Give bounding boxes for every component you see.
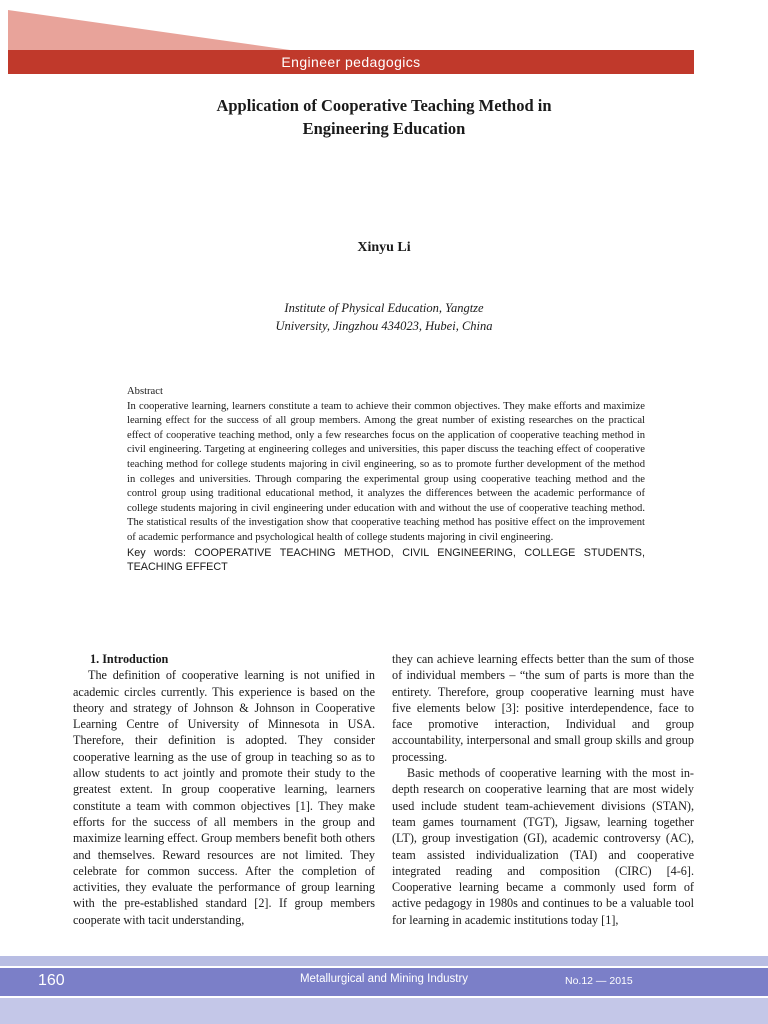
affiliation — [230, 299, 538, 335]
page-footer — [0, 968, 768, 996]
paper-title — [100, 94, 668, 140]
author-name: Xinyu Li — [357, 240, 411, 255]
paragraph: The definition of cooperative learning is not unified in academic circles currently. This experience is based on the theory and strategy of Johnson & Johnson in Cooperative Learning Centre of University of Minnesota in USA. Therefore, their definition is adopted. They consider cooperative learning as the use of group in teaching so as to allow students to act jointly and promote their study to the greatest extent. In group cooperative learning, learners constitute a team with common objectives [1]. They make efforts for the success of all members in the group and maximize learning effect. Group members benefit both others and themselves. Reward resources are not limited. They celebrate for common success. After the completion of activities, they evaluate the performance of group learning with the pre-established standard [2]. If group members cooperate with tacit understanding, — [73, 668, 375, 927]
footer-stripe-bottom — [0, 998, 768, 1024]
affiliation-line-1: Institute of Physical Education, Yangtze — [284, 301, 484, 315]
affiliation-line-2: University, Jingzhou 434023, Hubei, China — [275, 319, 493, 333]
issue-label: No.12 — 2015 — [565, 975, 633, 987]
title-line-2: Engineering Education — [302, 119, 466, 138]
title-line-1: Application of Cooperative Teaching Method in — [216, 96, 552, 115]
keywords: Key words: COOPERATIVE TEACHING METHOD, CIVIL ENGINEERING, COLLEGE STUDENTS, TEACHING EFFECT — [127, 546, 645, 574]
body-column-right — [392, 651, 694, 928]
abstract-heading: Abstract — [127, 386, 163, 397]
paragraph: Basic methods of cooperative learning with the most in-depth research on cooperative learning that are most widely used include student team-achievement divisions (STAN), team games tournament (TGT), Jigsaw, learning together (LT), group investigation (GI), academic controversy (AC), team assisted individualization (TAI) and cooperative integrated reading and composition (CIRC) [4-6]. Cooperative learning became a commonly used form of active pedagogy in 1980s and continues to be a valuable tool for learning in academic institutions today [1], — [392, 766, 694, 927]
section-heading-introduction: 1. Introduction — [90, 652, 169, 666]
abstract-text: In cooperative learning, learners constitute a team to achieve their common objectives. They make efforts and maximize learning effect for the success of all group members. Among the great number of existing researches on the practical effect of cooperative teaching method, only a few researches focus on the application of cooperative teaching method in civil engineering. Targeting at engineering colleges and universities, this paper discuss the teaching effect of cooperative teaching method for college students majoring in civil engineering, so as to promote further development of the method in colleges and universities. Through comparing the experimental group using cooperative teaching method and the control group using traditional educational method, it analyzes the differences between the academic performance of college students majoring in civil engineering under education with and without the use of cooperative teaching method. The statistical results of the investigation show that cooperative teaching method has positive effect on the improvement of academic performance and psychological health of college students majoring in civil engineering. — [127, 400, 645, 543]
abstract-block — [127, 385, 645, 575]
footer-stripe-top — [0, 956, 768, 966]
section-header-bar — [8, 50, 694, 74]
header-wedge-decoration — [0, 0, 290, 50]
paragraph: they can achieve learning effects better than the sum of those of individual members – “the sum of parts is more than the entirety. Therefore, group cooperative learning must have five elements below [3]: positive interdependence, face to face promotive interaction, Individual and group accountability, interpersonal and small group skills and group processing. — [392, 652, 694, 764]
body-column-left — [73, 651, 375, 928]
journal-name: Metallurgical and Mining Industry — [299, 973, 469, 985]
section-label: Engineer pedagogics — [281, 54, 421, 70]
page-number: 160 — [38, 972, 65, 989]
